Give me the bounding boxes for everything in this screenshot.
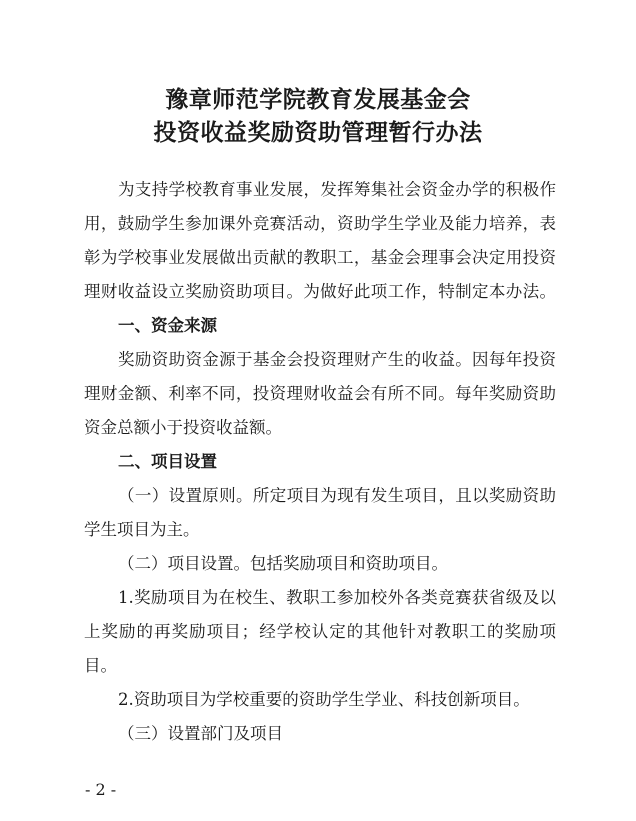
intro-line: 用，鼓励学生参加课外竞赛活动，资助学生学业及能力培养，表 — [84, 214, 556, 233]
section2-item2-line: （二）项目设置。包括奖励项目和资助项目。 — [118, 554, 448, 573]
section1-line: 理财金额、利率不同，投资理财收益会有所不同。每年奖励资助 — [84, 384, 556, 403]
document-title-line1: 豫章师范学院教育发展基金会 — [165, 86, 471, 113]
intro-line: 为支持学校教育事业发展，发挥筹集社会资金办学的积极作 — [118, 180, 556, 199]
intro-line: 理财收益设立奖励资助项目。为做好此项工作，特制定本办法。 — [84, 282, 556, 301]
section1-heading: 一、资金来源 — [118, 316, 217, 335]
section2-item1-line: （一）设置原则。所定项目为现有发生项目，且以奖励资助 — [118, 486, 556, 505]
intro-line: 彰为学校事业发展做出贡献的教职工，基金会理事会决定用投资 — [84, 248, 556, 267]
document-title-line2: 投资收益奖励资助管理暂行办法 — [153, 119, 483, 146]
section2-sub1-line: 1.奖励项目为在校生、教职工参加校外各类竞赛获省级及以 — [118, 588, 556, 607]
section1-line: 奖励资助资金源于基金会投资理财产生的收益。因每年投资 — [118, 350, 556, 369]
section2-item1-line: 学生项目为主。 — [84, 520, 200, 539]
section2-sub2-line: 2.资助项目为学校重要的资助学生学业、科技创新项目。 — [118, 690, 530, 709]
section2-sub1-line: 目。 — [84, 656, 117, 675]
page-number: - 2 - — [85, 780, 117, 799]
section2-heading: 二、项目设置 — [118, 452, 217, 471]
section1-line: 资金总额小于投资收益额。 — [84, 418, 282, 437]
section2-item3-line: （三）设置部门及项目 — [118, 724, 283, 743]
section2-sub1-line: 上奖励的再奖励项目；经学校认定的其他针对教职工的奖励项 — [84, 622, 556, 641]
